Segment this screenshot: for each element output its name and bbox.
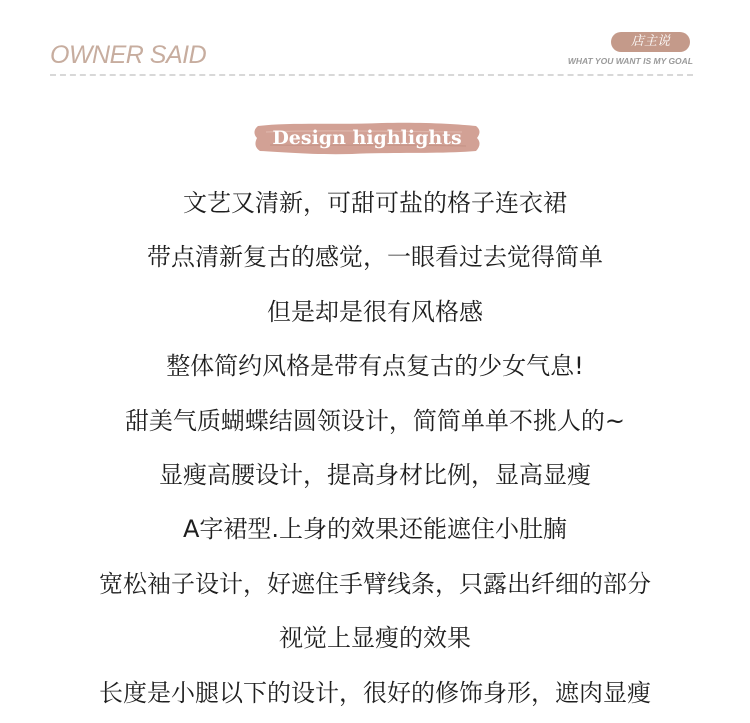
description-line: 但是却是很有风格感 <box>267 297 483 326</box>
description-line: 宽松袖子设计，好遮住手臂线条，只露出纤细的部分 <box>99 569 651 598</box>
description-line: 长度是小腿以下的设计，很好的修饰身形，遮肉显瘦 <box>99 678 651 707</box>
description-line: A字裙型.上身的效果还能遮住小肚腩 <box>182 515 568 544</box>
design-highlights-heading: Design highlights <box>272 127 462 149</box>
owner-said-title: OWNER SAID <box>50 41 207 69</box>
page-header <box>0 0 750 80</box>
description-list <box>0 176 750 720</box>
header-divider <box>50 74 693 76</box>
description-line: 带点清新复古的感觉，一眼看过去觉得简单 <box>147 243 603 272</box>
goal-subtitle: WHAT YOU WANT IS MY GOAL <box>567 56 693 66</box>
description-line: 甜美气质蝴蝶结圆领设计，简简单单不挑人的~ <box>124 406 626 435</box>
shop-owner-badge: 店主说 <box>611 32 690 52</box>
description-line: 整体简约风格是带有点复古的少女气息! <box>166 352 584 381</box>
design-highlights-banner <box>252 120 482 156</box>
description-line: 视觉上显瘦的效果 <box>279 624 471 653</box>
description-line: 显瘦高腰设计，提高身材比例，显高显瘦 <box>159 460 591 489</box>
description-line: 文艺又清新，可甜可盐的格子连衣裙 <box>183 189 567 217</box>
